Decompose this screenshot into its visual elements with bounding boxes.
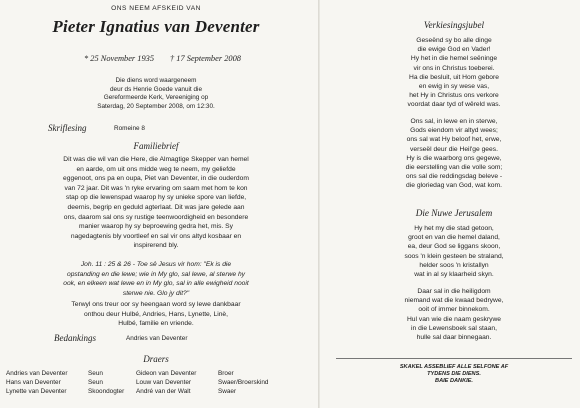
verse-line: Hul van wie die naam geskrywe: [406, 315, 502, 323]
pallbearer-relation: Broer: [218, 370, 234, 377]
letter-line: manier waarop hy sy beproewing gedra het, mis. Sy: [79, 223, 233, 231]
verse-line: Hy het my die stad getoon,: [414, 225, 494, 232]
scripture-label: Skriflesing: [48, 123, 87, 133]
hymn1-title: Verkiesingsjubel: [423, 20, 485, 30]
thanks-text: [6, 300, 306, 329]
pallbearers-table: [6, 369, 272, 396]
letter-line: stap op die lewenspad waarop hy sy unieke spore van liefde,: [65, 194, 247, 202]
hymn2-verse2: [332, 287, 576, 342]
verse-line: in die Lewensboek sal staan,: [411, 324, 497, 332]
thanks-line: onthou deur Hulbé, Andries, Hans, Lynette, Linè,: [84, 310, 228, 318]
service-line: deur ds Henrie Goede vanuit die: [109, 85, 202, 93]
intro-text: ONS NEEM AFSKEID VAN: [111, 5, 201, 12]
scripture-reference: Romeine 8: [114, 125, 145, 132]
table-row: [6, 369, 272, 378]
pallbearer-relation: Seun: [88, 370, 103, 377]
pallbearer-name: Andries van Deventer: [6, 370, 68, 377]
verse-line: Ons sal, in lewe en in sterwe,: [410, 118, 498, 125]
cellphone-notice: [332, 364, 576, 385]
notice-line: BAIE DANKIE.: [435, 378, 473, 384]
letter-line: inspirerend bly.: [133, 242, 179, 250]
letter-line: ons, daarom sal ons sy rustige teenwoordigheid en besondere: [63, 213, 249, 221]
verse-line: en ewig in sy wese vas,: [418, 83, 490, 91]
verse-line: die gloriedag van God, wat kom.: [406, 182, 502, 190]
table-row: [6, 378, 272, 387]
letter-line: deernis, begrip en geduld agterlaat. Dit was jare gelede aan: [67, 203, 245, 211]
verse-line: ooit of immer binnekom.: [418, 306, 490, 314]
death-date: † 17 September 2008: [170, 54, 241, 63]
right-panel: [332, 0, 576, 408]
center-fold: [318, 0, 320, 408]
pallbearer-name: Lynette van Deventer: [6, 388, 67, 395]
hymn1-verse2: [332, 117, 576, 191]
pallbearer-name: Gideon van Deventer: [136, 370, 197, 377]
service-line: Saterdag, 20 September 2008, om 12:30.: [97, 102, 215, 110]
letter-line: en aarde, om uit ons midde weg te neem, my geliefde: [76, 165, 236, 173]
bible-quote: [6, 260, 306, 298]
pallbearer-name: Hans van Deventer: [6, 379, 61, 386]
verse-line: het Hy in Christus ons verkore: [409, 92, 499, 100]
verse-line: Hy is die waarborg ons gegewe,: [406, 154, 502, 162]
verse-line: groot en van die hemel daland,: [408, 234, 500, 242]
notice-line: TYDENS DIE DIENS.: [427, 371, 481, 377]
verse-line: Hy het in die hemel seëninge: [410, 55, 498, 63]
divider-rule: [336, 358, 572, 359]
quote-line: opstanding en die lewe; wie in My glo, sal lewe, al sterwe hy: [66, 270, 246, 278]
left-panel: [6, 0, 306, 408]
verse-line: die ewige God en Vader!: [417, 46, 491, 54]
pallbearer-name: André van der Walt: [136, 388, 191, 395]
verse-line: voordat daar tyd of wêreld was.: [407, 101, 501, 109]
verse-line: die eerstelling van die volle som;: [405, 164, 503, 172]
pallbearer-relation: Seun: [88, 379, 103, 386]
verse-line: Daar sal in die heiligdom: [417, 288, 491, 295]
pallbearers-title: Draers: [143, 354, 169, 364]
verse-line: ons sal die reddingsdag beleve -: [405, 173, 503, 181]
hymn2-verse1: [332, 224, 576, 279]
letter-line: nagedagtenis bly voortleef en sal vir ons altyd kosbaar en: [70, 232, 242, 240]
thanks-line: Terwyl ons treur oor sy heengaan word sy lewe dankbaar: [71, 301, 241, 308]
verse-line: vir ons in Christus toeberei.: [413, 64, 495, 72]
letter-line: Dit was die wil van die Here, die Almagtige Skepper van hemel: [63, 156, 249, 163]
letter-line: van 72 jaar. Dit was 'n ryke ervaring om saam met hom te kon: [64, 184, 248, 192]
pallbearer-relation: Swaer: [218, 388, 237, 395]
table-row: [6, 387, 272, 396]
verse-line: ea, deur God se liggans skoon,: [407, 243, 501, 251]
verse-line: Ha die besluit, uit Hom gebore: [409, 73, 499, 81]
verse-line: hulle sal daar binnegaan.: [416, 334, 492, 342]
bearers-value: Andries van Deventer: [126, 335, 188, 342]
service-line: Gereformeerde Kerk, Vereeniging op: [103, 94, 209, 102]
quote-line: ook, en elkeen wat lewe en in My glo, sal in alle ewigheid nooit: [63, 280, 249, 288]
verse-line: Geseënd sy bo alle dinge: [416, 37, 492, 44]
service-line: Die diens word waargeneem: [115, 77, 197, 84]
pallbearer-relation: Skoondogter: [88, 388, 125, 395]
deceased-name: Pieter Ignatius van Deventer: [52, 17, 260, 36]
bearers-label: Bedankings: [54, 333, 96, 343]
verse-line: helder soos 'n kristallyn: [419, 261, 489, 269]
verse-line: verseël deur die Heil'ge gees.: [410, 145, 498, 153]
birth-date: * 25 November 1935: [84, 54, 155, 63]
notice-line: SKAKEL ASSEBLIEF ALLE SELFONE AF: [399, 364, 509, 370]
thanks-line: Hulbé, familie en vriende.: [118, 320, 194, 328]
letter-line: eggenoot, ons pa en oupa, Piet van Deventer, in die ouderdom: [63, 175, 249, 183]
verse-line: soos 'n klein gesteen be straland,: [404, 252, 504, 260]
quote-line: Joh. 11 : 25 & 26 - Toe sê Jesus vir hom: "Ek is die: [80, 261, 232, 268]
pallbearer-name: Louw van Deventer: [136, 379, 192, 386]
verse-line: niemand wat die kwaad bedrywe,: [404, 297, 504, 305]
hymn2-title: Die Nuwe Jerusalem: [415, 208, 493, 218]
quote-line: sterwe nie. Glo jy dit?": [122, 289, 190, 297]
service-details: [6, 77, 306, 111]
verse-line: Gods eiendom vir altyd wees;: [410, 127, 498, 135]
verse-line: ons sal wat Hy beloof het, erwe,: [406, 136, 502, 144]
family-letter-title: Familiebrief: [133, 141, 179, 151]
verse-line: wat in al sy klaarheid skyn.: [414, 271, 494, 279]
hymn1-verse1: [332, 36, 576, 110]
family-letter: [6, 155, 306, 251]
pallbearer-relation: Swaer/Broerskind: [218, 379, 269, 386]
